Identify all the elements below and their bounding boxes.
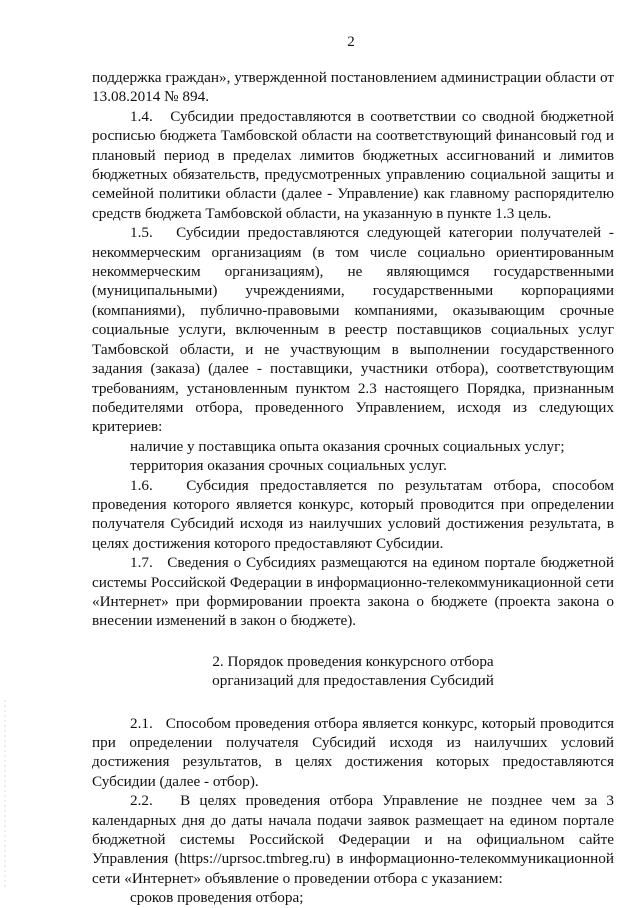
margin-scan-mark (2, 700, 8, 890)
paragraph-1-7: 1.7. Сведения о Субсидиях размещаются на едином портале бюджетной системы Российской Федерации в информационно-телекоммуникационной сети «Интернет» при формировании проекта закона о бюджете (проекта закона о внесении изменений в закон о бюджете). (92, 554, 614, 630)
paragraphs-bottom (92, 714, 614, 908)
paragraphs-mid (92, 476, 614, 631)
paragraph-2-2: 2.2. В целях проведения отбора Управление не позднее чем за 3 календарных дня до даты начала подачи заявок размещает на едином портале бюджетной системы Российской Федерации и на официальном сайте Управления (https://uprsoc.tmbreg.ru) в информационно-телекоммуникационной сети «Интернет» объявление о проведении отбора с указанием: (92, 792, 614, 887)
section-heading-line-2: организаций для предоставления Субсидий (212, 672, 494, 690)
paragraph-1-4: 1.4. Субсидии предоставляются в соответствии со сводной бюджетной росписью бюджета Тамбовской области на соответствующий финансовый год и плановый период в пределах лимитов бюджетных ассигнований и лимитов бюджетных обязательств, предусмотренных управлению социальной защиты и семейной политики области (далее - Управление) как главному распорядителю средств бюджета Тамбовской области, на указанную в пункте 1.3 цель. (92, 107, 614, 222)
list-item: сроков проведения отбора; (130, 889, 304, 907)
criteria-list (92, 437, 614, 476)
paragraphs-top (92, 68, 614, 437)
paragraph-2-1: 2.1. Способом проведения отбора является конкурс, который проводится при определении получателя Субсидий исходя из наилучших условий достижения результатов, в целях достижения которых предоставляются Субсидии (далее - отбор). (92, 714, 614, 790)
section-heading-line-1: 2. Порядок проведения конкурсного отбора (212, 652, 494, 670)
document-page (92, 32, 614, 908)
paragraph-1-6: 1.6. Субсидия предоставляется по результатам отбора, способом проведения которого является конкурс, который проводится при определении получателя Субсидий исходя из наилучших условий достижения результата, в целях достижения которого предоставляют Субсидии. (92, 476, 614, 552)
criteria-item: территория оказания срочных социальных услуг. (130, 457, 447, 475)
page-number: 2 (347, 34, 355, 50)
section-heading (92, 652, 614, 691)
criteria-item: наличие у поставщика опыта оказания срочных социальных услуг; (130, 437, 565, 455)
paragraph-1-5: 1.5. Субсидии предоставляются следующей категории получателей - некоммерческим организациям (в том числе социально ориентированным некоммерческим организациям), не являющимся государственными (муниципальными) учреждениями, государственными корпорациями (компаниями), публично-правовыми компаниями, оказывающим срочные социальные услуги, включенным в реестр поставщиков социальных услуг Тамбовской области, и не участвующим в выполнении государственного задания (заказа) (далее - поставщики, участники отбора), соответствующим требованиям, установленным пунктом 2.3 настоящего Порядка, признанным победителями отбора, проведенного Управлением, исходя из следующих критериев: (92, 224, 614, 436)
paragraph: поддержка граждан», утвержденной постановлением администрации области от 13.08.2014 № 894. (92, 69, 614, 106)
